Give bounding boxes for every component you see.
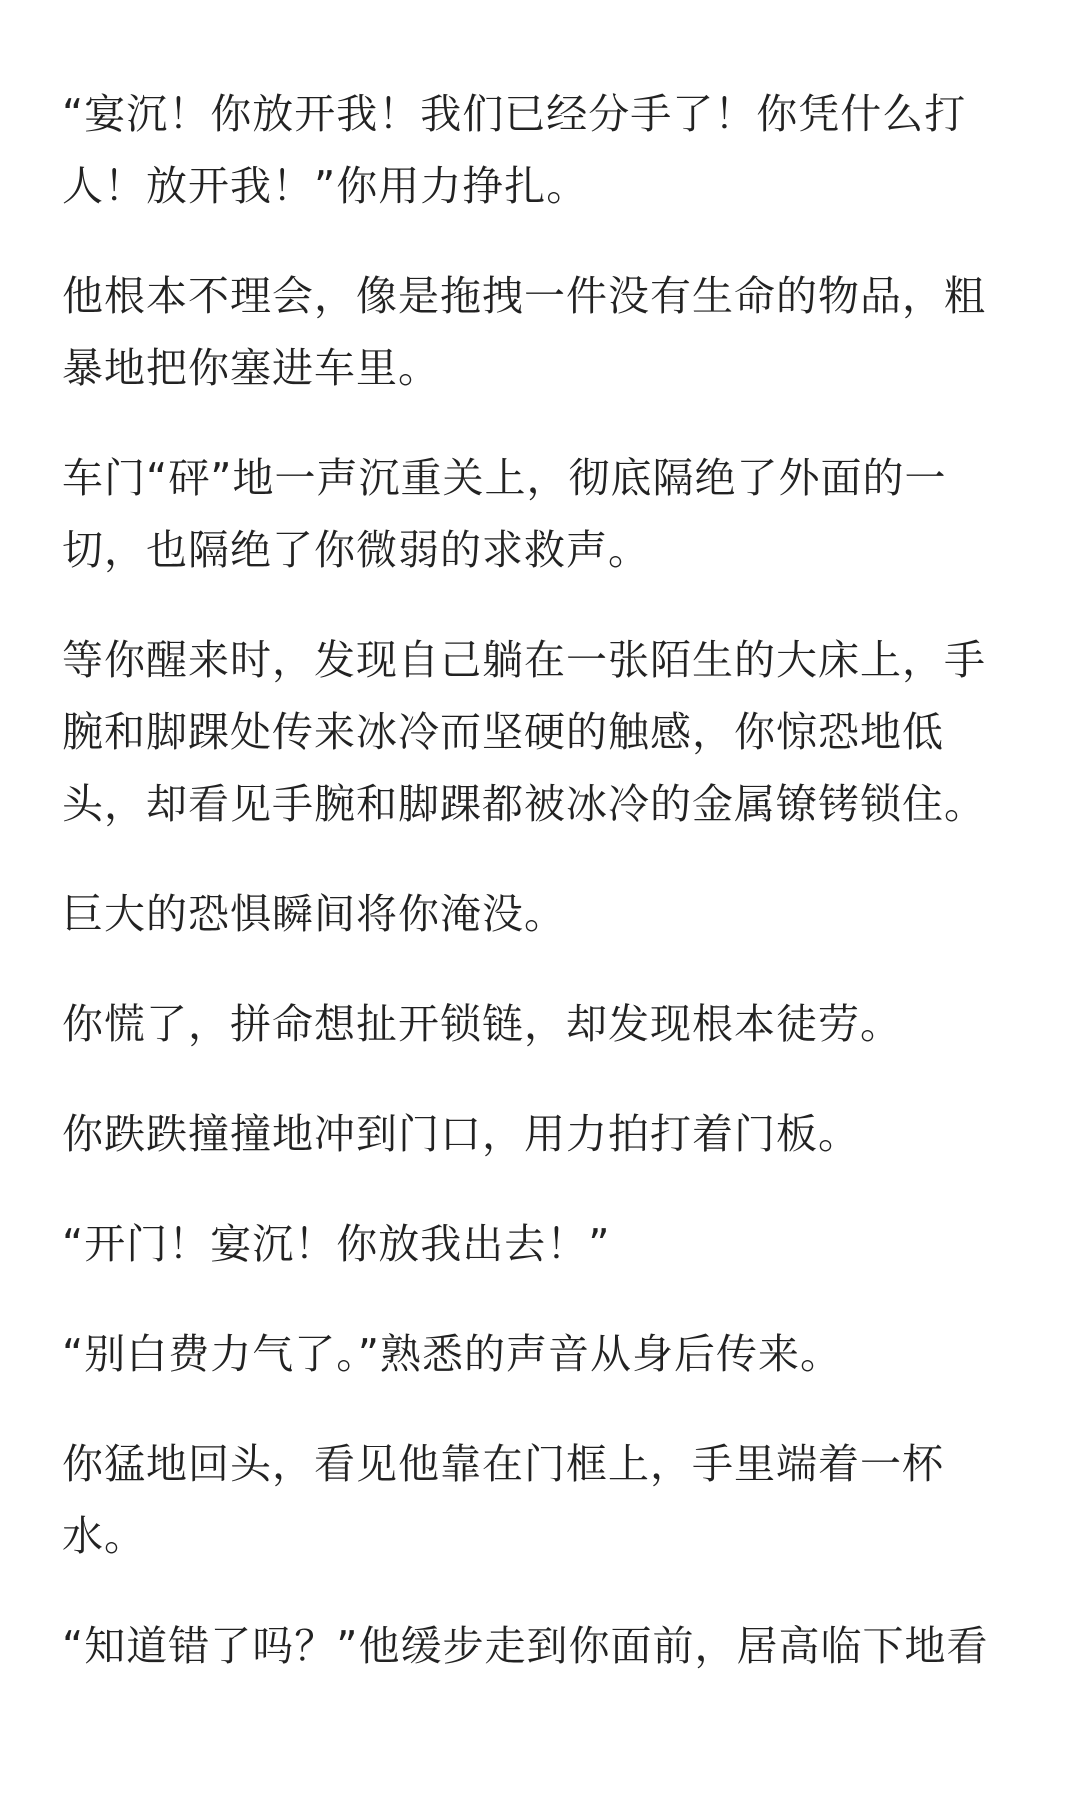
paragraph-4: 等你醒来时，发现自己躺在一张陌生的大床上，手腕和脚踝处传来冰冷而坚硬的触感，你惊恐地低头，却看见手腕和脚踝都被冰冷的金属镣铐锁住。 xyxy=(62,636,986,828)
paragraph-6: 你慌了，拼命想扯开锁链，却发现根本徒劳。 xyxy=(62,1000,902,1048)
paragraph-10: 你猛地回头，看见他靠在门框上，手里端着一杯水。 xyxy=(62,1440,944,1560)
paragraph-2: 他根本不理会，像是拖拽一件没有生命的物品，粗暴地把你塞进车里。 xyxy=(62,272,986,392)
paragraph-9: “别白费力气了。”熟悉的声音从身后传来。 xyxy=(62,1330,842,1378)
paragraph-8: “开门！宴沉！你放我出去！” xyxy=(62,1220,611,1268)
paragraph-11: “知道错了吗？”他缓步走到你面前，居高临下地看 xyxy=(62,1622,989,1670)
paragraph-1: “宴沉！你放开我！我们已经分手了！你凭什么打人！放开我！”你用力挣扎。 xyxy=(62,90,967,210)
paragraph-3: 车门“砰”地一声沉重关上，彻底隔绝了外面的一切，也隔绝了你微弱的求救声。 xyxy=(62,454,947,574)
paragraph-5: 巨大的恐惧瞬间将你淹没。 xyxy=(62,890,566,938)
paragraph-7: 你跌跌撞撞地冲到门口，用力拍打着门板。 xyxy=(62,1110,860,1158)
